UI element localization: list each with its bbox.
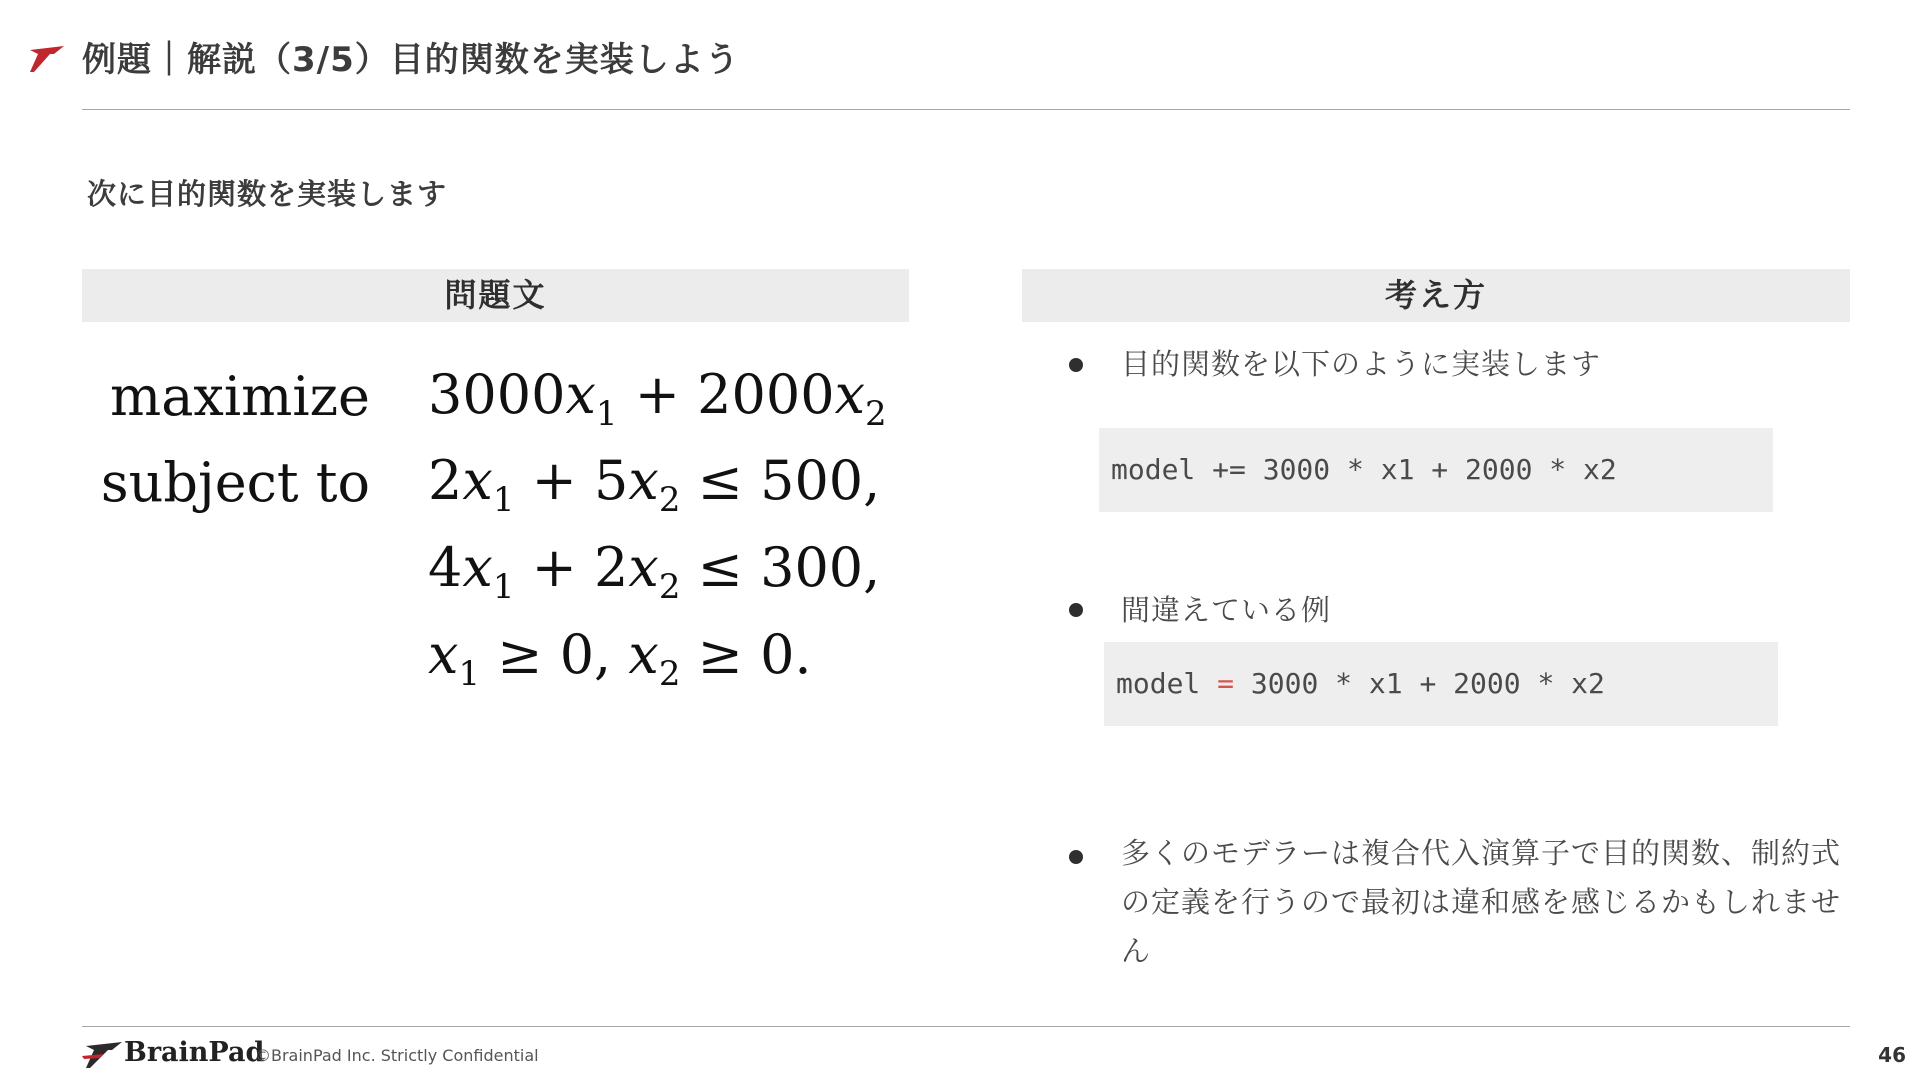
footer-logo-icon xyxy=(82,1040,126,1070)
bullet-dot-icon xyxy=(1069,358,1083,372)
constraint-2-expression: $4x_1 + 2x_2 \le 300$, xyxy=(428,536,881,607)
code-example-wrong: model = 3000 * x1 + 2000 * x2 xyxy=(1104,642,1778,726)
slide-subtitle: 次に目的関数を実装します xyxy=(87,177,448,211)
bullet-3-text: 多くのモデラーは複合代入演算子で目的関数、制約式の定義を行うので最初は違和感を感じるかもしれません xyxy=(1121,836,1842,968)
brand-logo-icon xyxy=(28,46,68,74)
page-number: 46 xyxy=(1878,1043,1906,1067)
subject-to-label: subject to xyxy=(100,451,370,514)
footer-brand-name: BrainPad xyxy=(124,1037,265,1068)
footer-copyright: ©BrainPad Inc. Strictly Confidential xyxy=(255,1046,539,1065)
maximize-label: maximize xyxy=(109,365,370,428)
header-divider xyxy=(82,109,1850,110)
bullet-2-text: 間違えている例 xyxy=(1121,593,1332,627)
problem-statement-header: 問題文 xyxy=(82,269,909,322)
nonnegativity-expression: $x_1 \ge 0$, $x_2 \ge 0$. xyxy=(428,623,812,694)
approach-header: 考え方 xyxy=(1022,269,1850,322)
page-title: 例題｜解説（3/5）目的関数を実装しよう xyxy=(82,40,740,80)
assignment-operator: = xyxy=(1217,667,1235,700)
code-example-correct: model += 3000 * x1 + 2000 * x2 xyxy=(1099,428,1773,512)
bullet-dot-icon xyxy=(1069,603,1083,617)
bullet-dot-icon xyxy=(1069,850,1083,864)
footer-divider xyxy=(82,1026,1850,1027)
constraint-1-expression: $2x_1 + 5x_2 \le 500$, xyxy=(428,449,881,520)
bullet-1-text: 目的関数を以下のように実装します xyxy=(1121,347,1602,381)
objective-expression: $3000x_1 + 2000x_2$ xyxy=(428,363,887,434)
